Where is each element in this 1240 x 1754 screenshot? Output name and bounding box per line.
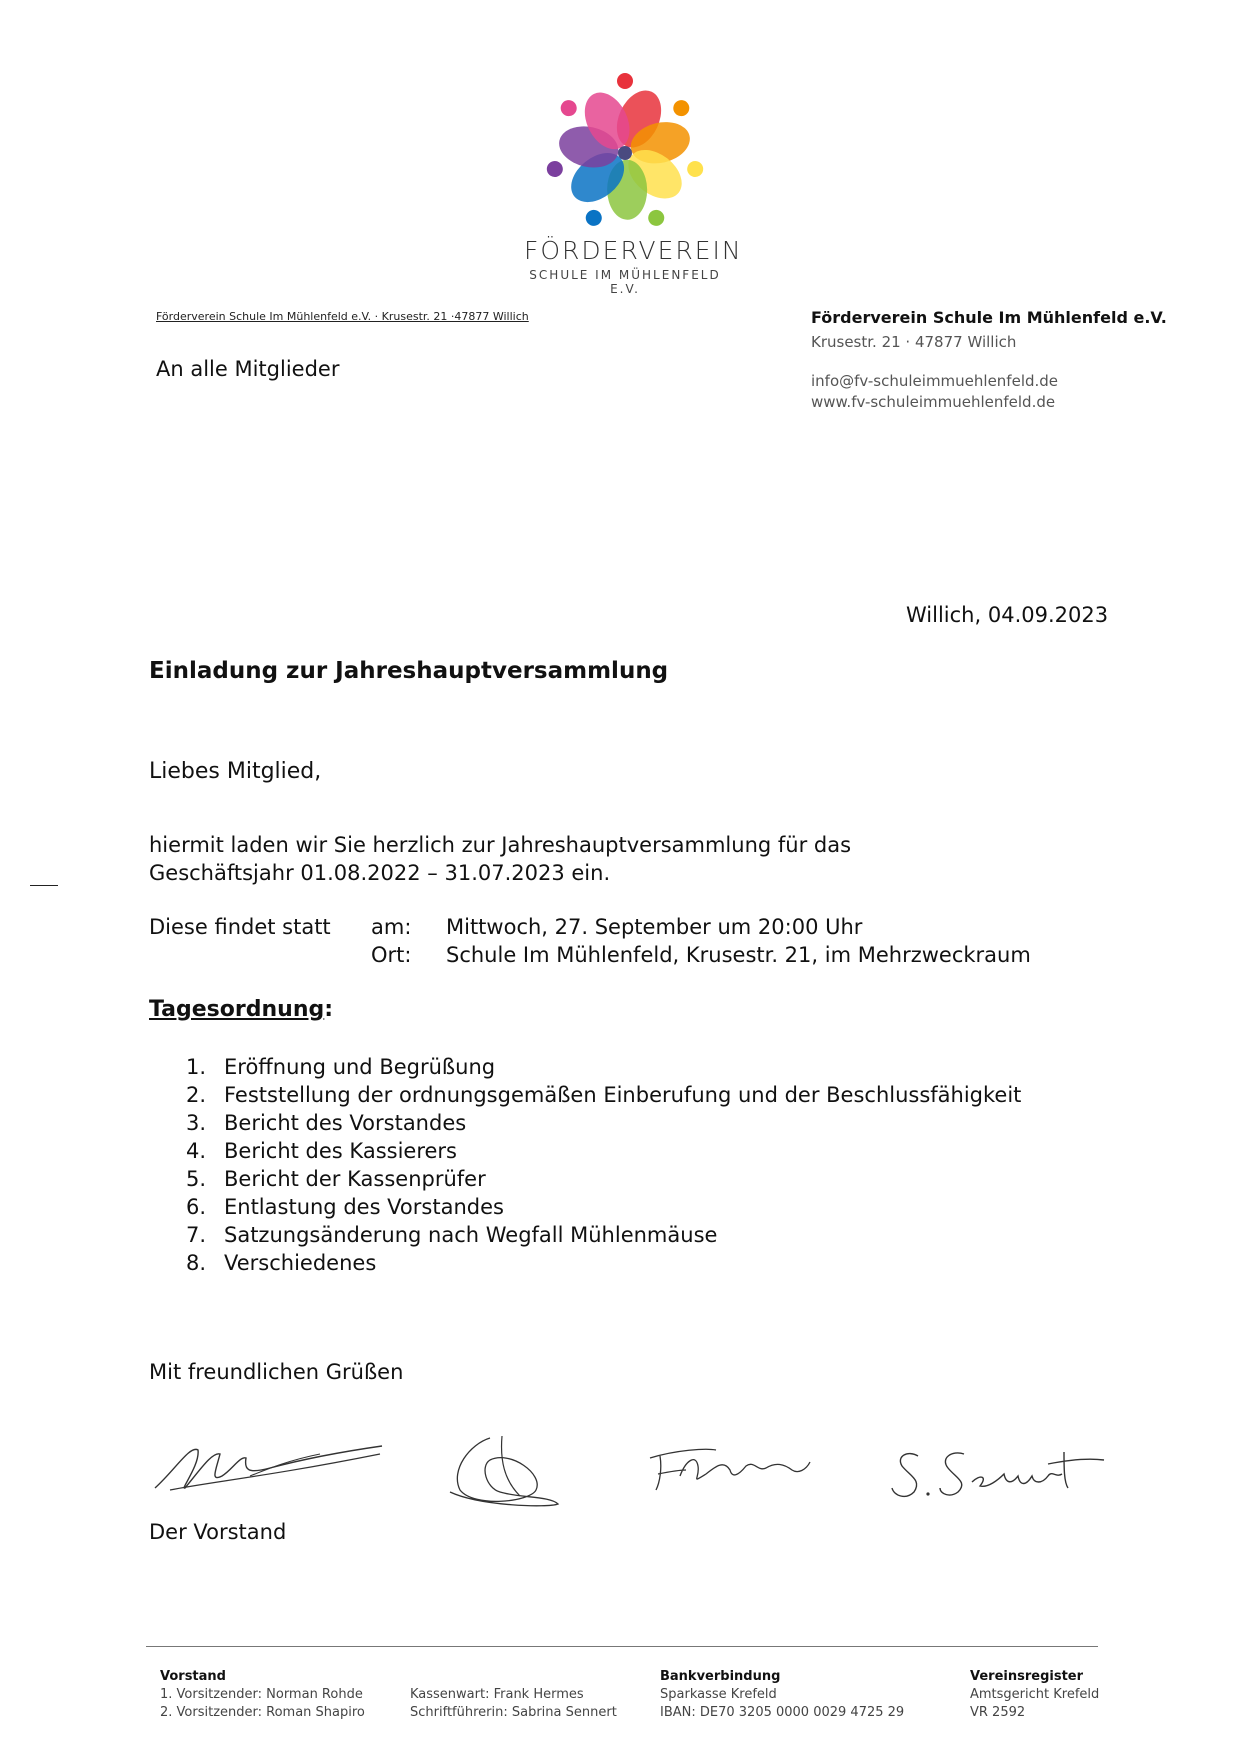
signature-1 xyxy=(150,1430,390,1510)
salutation: Liebes Mitglied, xyxy=(149,759,322,784)
return-address-street: Krusestr. 21 · 47877 Willich xyxy=(811,333,1017,351)
footer-divider xyxy=(146,1646,1098,1647)
meeting-when-value: Mittwoch, 27. September um 20:00 Uhr xyxy=(446,915,863,939)
signature-2 xyxy=(440,1430,570,1510)
agenda-item xyxy=(186,1081,1021,1109)
footer-officers xyxy=(410,1668,617,1722)
sender-line: Förderverein Schule Im Mühlenfeld e.V. · Krusestr. 21 ·47877 Willich xyxy=(156,310,529,323)
association-logo xyxy=(540,68,710,238)
agenda-item-text: Entlastung des Vorstandes xyxy=(224,1195,504,1219)
agenda-item xyxy=(186,1193,1021,1221)
agenda-item-number: 3. xyxy=(186,1111,207,1135)
footer-officers-line: Schriftführerin: Sabrina Sennert xyxy=(410,1705,617,1720)
footer-bank xyxy=(660,1668,904,1722)
footer-board xyxy=(160,1668,365,1722)
footer-register-line: Amtsgericht Krefeld xyxy=(970,1687,1100,1702)
agenda-title-colon: : xyxy=(324,997,334,1022)
agenda-item-text: Eröffnung und Begrüßung xyxy=(224,1055,496,1079)
signoff: Der Vorstand xyxy=(149,1520,287,1544)
footer-officers-line: Kassenwart: Frank Hermes xyxy=(410,1687,584,1702)
agenda-item-text: Feststellung der ordnungsgemäßen Einberufung und der Beschlussfähigkeit xyxy=(224,1083,1022,1107)
agenda-item-text: Satzungsänderung nach Wegfall Mühlenmäuse xyxy=(224,1223,718,1247)
recipient: An alle Mitglieder xyxy=(156,357,340,381)
email-link[interactable]: info@fv-schuleimmuehlenfeld.de xyxy=(811,372,1059,390)
agenda-title-text: Tagesordnung xyxy=(149,997,325,1022)
footer-register xyxy=(970,1668,1099,1722)
signature-4 xyxy=(888,1430,1108,1510)
agenda-item xyxy=(186,1221,1021,1249)
footer-board-heading: Vorstand xyxy=(160,1669,226,1684)
agenda-title xyxy=(149,997,333,1022)
letter-subject: Einladung zur Jahreshauptversammlung xyxy=(149,658,669,684)
meeting-details xyxy=(149,913,1049,973)
agenda-item-text: Verschiedenes xyxy=(224,1251,377,1275)
body-text xyxy=(149,831,949,887)
body-line: Geschäftsjahr 01.08.2022 – 31.07.2023 ein. xyxy=(149,861,611,885)
footer-bank-heading: Bankverbindung xyxy=(660,1669,781,1684)
return-address-name: Förderverein Schule Im Mühlenfeld e.V. xyxy=(811,308,1167,327)
agenda-item xyxy=(186,1137,1021,1165)
agenda-item-text: Bericht der Kassenprüfer xyxy=(224,1167,486,1191)
signature-3 xyxy=(646,1430,816,1510)
letter-date: Willich, 04.09.2023 xyxy=(906,603,1109,627)
agenda-item-number: 5. xyxy=(186,1167,207,1191)
agenda-item xyxy=(186,1249,1021,1277)
org-name: FÖRDERVEREIN xyxy=(524,236,743,265)
meeting-when-label: am: xyxy=(371,915,412,939)
agenda-item xyxy=(186,1109,1021,1137)
closing: Mit freundlichen Grüßen xyxy=(149,1360,404,1384)
meeting-where-value: Schule Im Mühlenfeld, Krusestr. 21, im Mehrzweckraum xyxy=(446,943,1031,967)
agenda-item-number: 6. xyxy=(186,1195,207,1219)
meeting-where-label: Ort: xyxy=(371,943,412,967)
agenda-item-text: Bericht des Vorstandes xyxy=(224,1111,467,1135)
body-line: hiermit laden wir Sie herzlich zur Jahreshauptversammlung für das xyxy=(149,833,852,857)
agenda-item xyxy=(186,1165,1021,1193)
agenda-item-text: Bericht des Kassierers xyxy=(224,1139,457,1163)
org-subtitle: SCHULE IM MÜHLENFELD E.V. xyxy=(529,268,721,296)
agenda-item-number: 8. xyxy=(186,1251,207,1275)
footer-bank-line: Sparkasse Krefeld xyxy=(660,1687,777,1702)
agenda-item-number: 7. xyxy=(186,1223,207,1247)
meeting-intro: Diese findet statt xyxy=(149,915,331,939)
footer-board-line: 2. Vorsitzender: Roman Shapiro xyxy=(160,1705,365,1720)
agenda-list xyxy=(186,1053,1021,1277)
agenda-item xyxy=(186,1053,1021,1081)
agenda-item-number: 4. xyxy=(186,1139,207,1163)
footer-board-line: 1. Vorsitzender: Norman Rohde xyxy=(160,1687,363,1702)
fold-mark xyxy=(30,885,58,886)
agenda-item-number: 1. xyxy=(186,1055,207,1079)
agenda-item-number: 2. xyxy=(186,1083,207,1107)
footer-bank-line: IBAN: DE70 3205 0000 0029 4725 29 xyxy=(660,1705,905,1720)
website-link[interactable]: www.fv-schuleimmuehlenfeld.de xyxy=(811,393,1056,411)
footer-register-heading: Vereinsregister xyxy=(970,1669,1084,1684)
footer-register-line: VR 2592 xyxy=(970,1705,1026,1720)
